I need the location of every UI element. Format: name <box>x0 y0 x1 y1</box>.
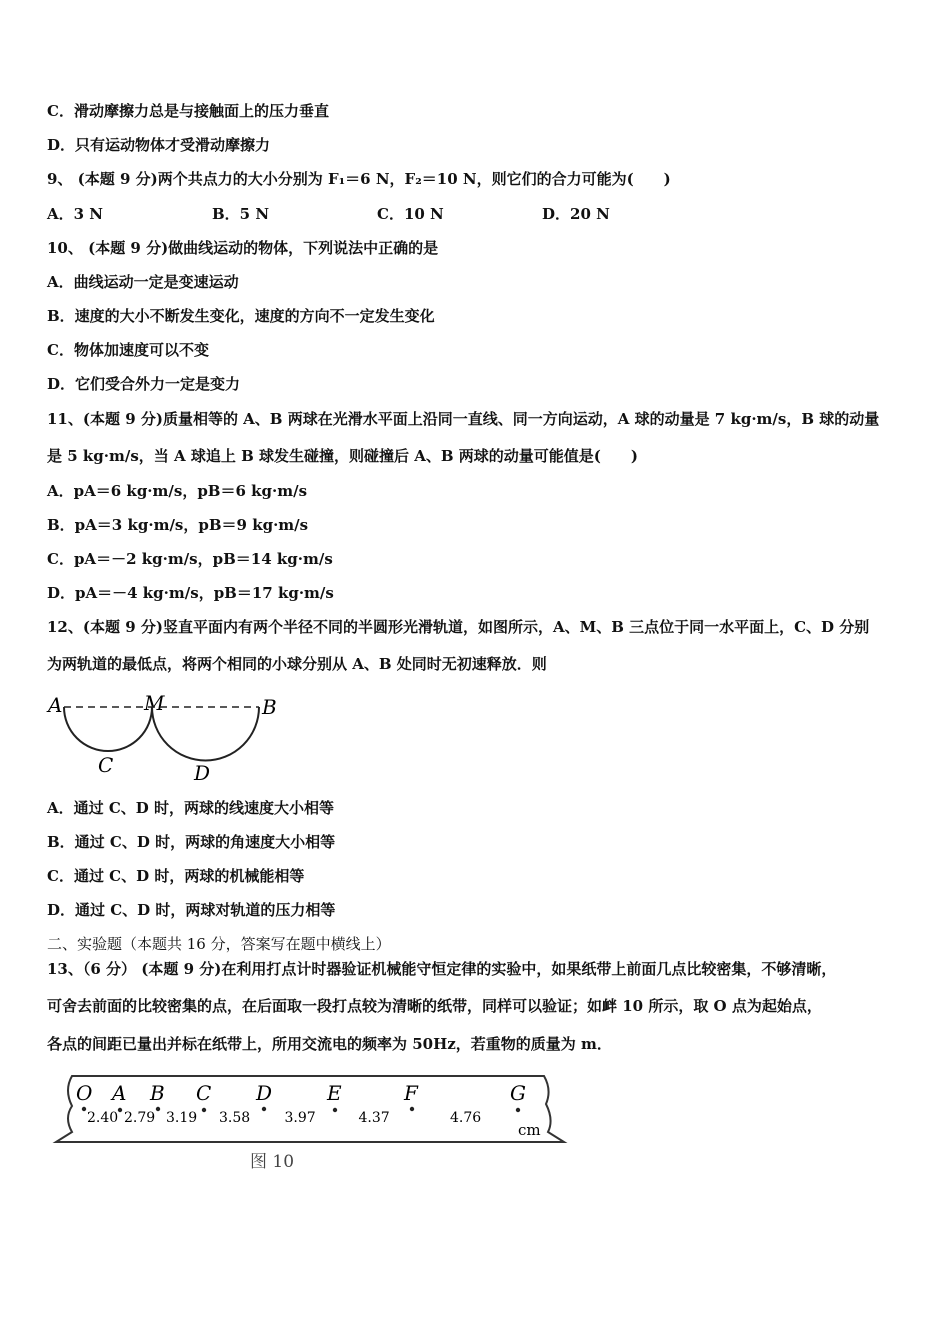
q9-option-b: B．5 N <box>212 205 270 223</box>
q12-option-d: D．通过 C、D 时，两球对轨道的压力相等 <box>47 901 336 919</box>
fig12-label-b: B <box>262 695 277 719</box>
q9-option-c: C．10 N <box>377 205 444 223</box>
q9-option-a: A．3 N <box>47 205 104 223</box>
fig10-point-label: G <box>510 1081 526 1105</box>
q13-stem-line1: 13、（6 分） (本题 9 分)在利用打点计时器验证机械能守恒定律的实验中，如果纸带上前面几点比较密集，不够清晰， <box>47 960 837 978</box>
q10-stem: 10、 (本题 9 分)做曲线运动的物体，下列说法中正确的是 <box>47 239 439 257</box>
fig10-unit: cm <box>518 1121 541 1139</box>
fig12-label-d: D <box>194 761 211 785</box>
q13-stem-line3: 各点的间距已量出并标在纸带上，所用交流电的频率为 50Hz，若重物的质量为 m． <box>47 1035 612 1053</box>
fig10-point-label: E <box>327 1081 342 1105</box>
q10-option-a: A．曲线运动一定是变速运动 <box>47 273 239 291</box>
fig10-dot <box>410 1107 414 1111</box>
q9-options <box>47 204 707 224</box>
fig10-point-label: C <box>196 1081 212 1105</box>
q11-option-c: C．pA＝－2 kg·m/s，pB＝14 kg·m/s <box>47 550 333 568</box>
fig10-dot <box>156 1107 160 1111</box>
fig10-point-label: O <box>76 1081 93 1105</box>
fig12-large-track <box>152 707 259 760</box>
q8-option-c: C．滑动摩擦力总是与接触面上的压力垂直 <box>47 102 329 120</box>
q12-option-b: B．通过 C、D 时，两球的角速度大小相等 <box>47 833 336 851</box>
fig10-point-label: A <box>112 1081 127 1105</box>
q12-option-c: C．通过 C、D 时，两球的机械能相等 <box>47 867 305 885</box>
fig10-spacing-label: 2.40 <box>87 1110 119 1126</box>
q11-option-b: B．pA＝3 kg·m/s，pB＝9 kg·m/s <box>47 516 309 534</box>
fig10-dot <box>333 1108 337 1112</box>
q13-stem-line2: 可舍去前面的比较密集的点，在后面取一段打点较为清晰的纸带，同样可以验证；如衅 10 所示，取 O 点为起始点， <box>47 997 822 1015</box>
fig10-spacing-label: 4.76 <box>450 1110 482 1126</box>
q10-option-c: C．物体加速度可以不变 <box>47 341 209 359</box>
fig10-dot <box>202 1108 206 1112</box>
fig12-label-m: M <box>144 691 165 715</box>
section-2-heading: 二、实验题（本题共 16 分，答案写在题中横线上） <box>47 935 391 953</box>
fig10-spacing-label: 4.37 <box>358 1110 390 1126</box>
fig12-small-track <box>64 707 152 751</box>
fig12-label-a: A <box>48 693 63 717</box>
fig10-dot <box>82 1107 86 1111</box>
q12-stem-line2: 为两轨道的最低点，将两个相同的小球分别从 A、B 处同时无初速释放．则 <box>47 655 547 673</box>
fig10-spacing-label: 3.19 <box>166 1110 198 1126</box>
paper-tape-figure <box>50 1070 570 1174</box>
fig10-caption: 图 10 <box>250 1152 295 1172</box>
q11-option-a: A．pA＝6 kg·m/s，pB＝6 kg·m/s <box>47 482 308 500</box>
q10-option-d: D．它们受合外力一定是变力 <box>47 375 241 393</box>
fig10-spacing-label: 3.97 <box>284 1110 316 1126</box>
q8-option-d: D．只有运动物体才受滑动摩擦力 <box>47 136 271 154</box>
q11-stem-line1: 11、(本题 9 分)质量相等的 A、B 两球在光滑水平面上沿同一直线、同一方向运动，A 球的动量是 7 kg·m/s，B 球的动量 <box>47 410 880 428</box>
semicircle-tracks-figure <box>40 688 300 788</box>
fig10-dot <box>516 1108 520 1112</box>
q11-stem-line2: 是 5 kg·m/s，当 A 球追上 B 球发生碰撞，则碰撞后 A、B 两球的动量可能值是( ) <box>47 447 638 465</box>
fig10-point-label: D <box>256 1081 273 1105</box>
fig10-spacing-label: 3.58 <box>219 1110 251 1126</box>
fig10-point-label: B <box>150 1081 165 1105</box>
fig12-label-c: C <box>98 753 114 777</box>
q9-stem: 9、 (本题 9 分)两个共点力的大小分别为 F₁＝6 N，F₂＝10 N，则它们的合力可能为( ) <box>47 170 671 188</box>
q9-option-d: D．20 N <box>542 205 610 223</box>
q10-option-b: B．速度的大小不断发生变化，速度的方向不一定发生变化 <box>47 307 435 325</box>
fig10-dot <box>118 1108 122 1112</box>
fig10-point-label: F <box>404 1081 418 1105</box>
fig10-tape-outline <box>56 1076 564 1142</box>
fig10-spacing-label: 2.79 <box>124 1110 156 1126</box>
q12-option-a: A．通过 C、D 时，两球的线速度大小相等 <box>47 799 335 817</box>
fig10-dot <box>262 1107 266 1111</box>
q11-option-d: D．pA＝－4 kg·m/s，pB＝17 kg·m/s <box>47 584 334 602</box>
q12-stem-line1: 12、(本题 9 分)竖直平面内有两个半径不同的半圆形光滑轨道，如图所示，A、M、B 三点位于同一水平面上，C、D 分别 <box>47 618 870 636</box>
